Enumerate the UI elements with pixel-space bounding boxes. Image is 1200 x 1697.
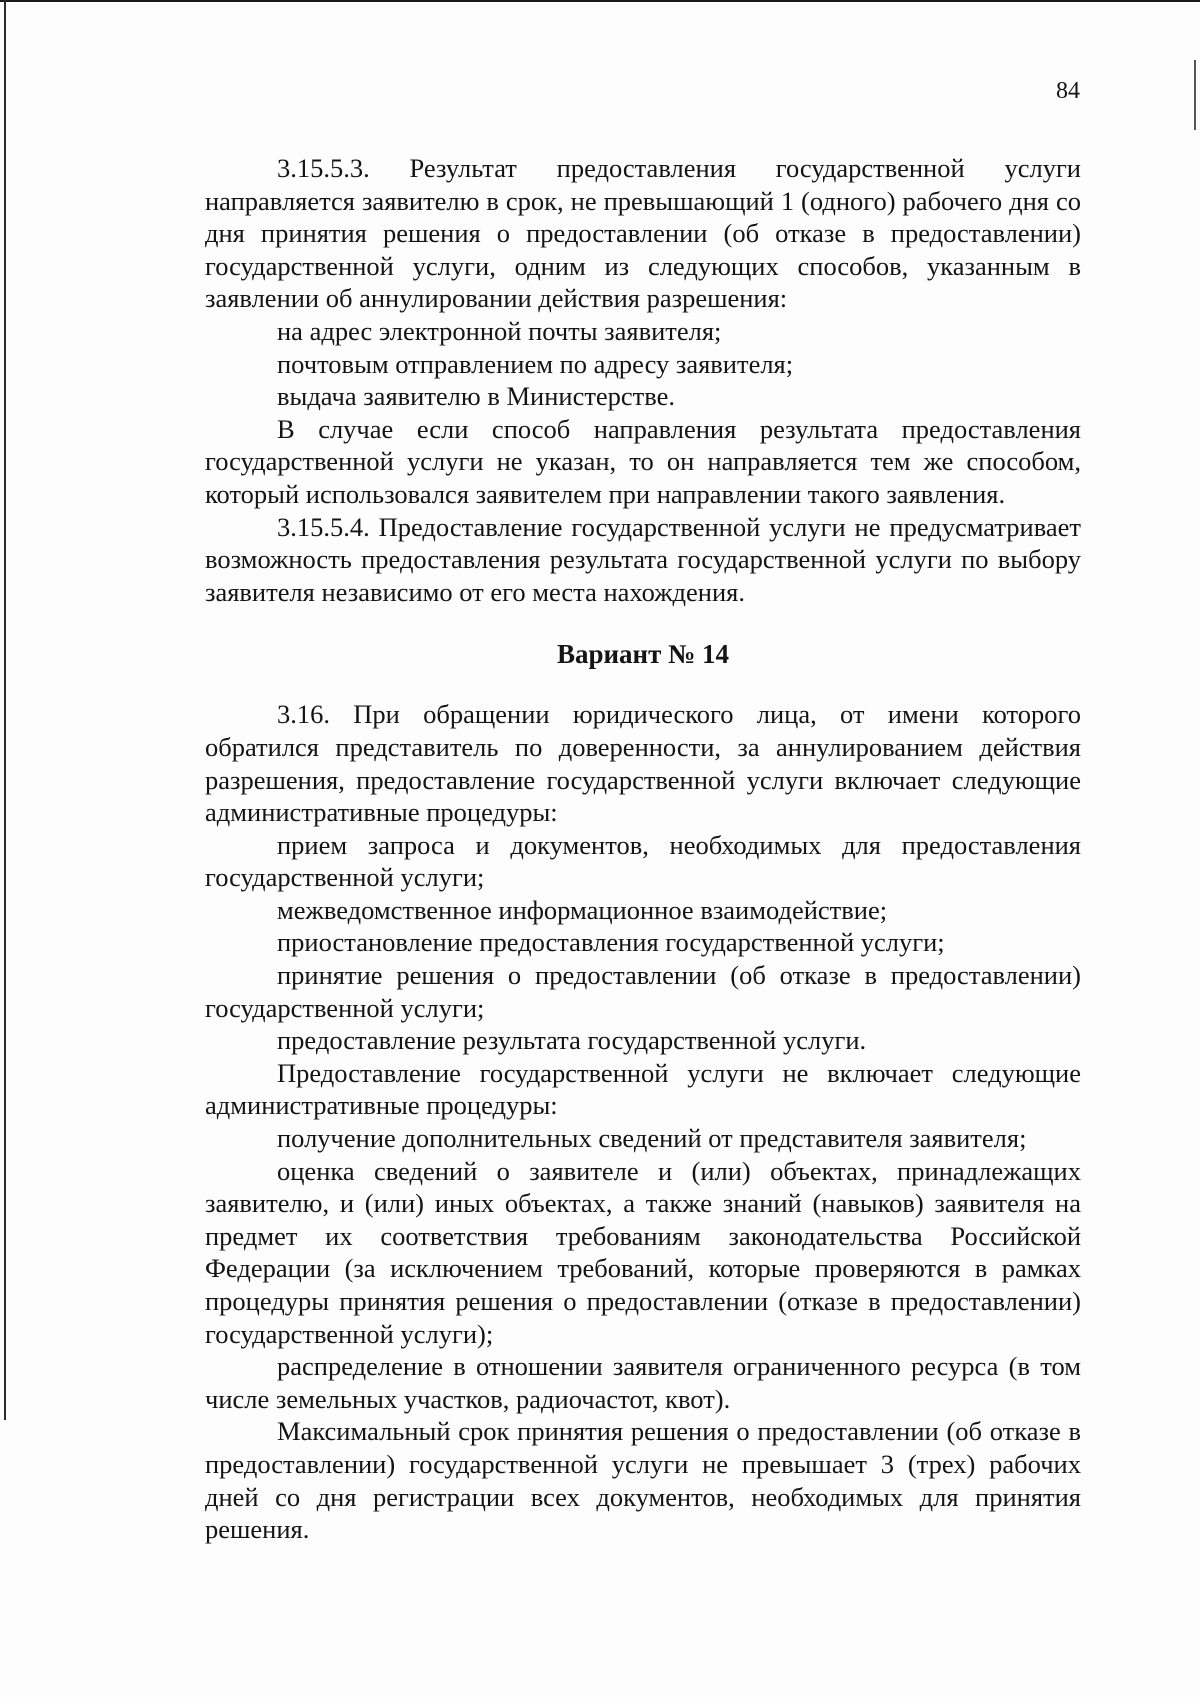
document-body bbox=[205, 152, 1081, 1546]
page-number: 84 bbox=[1056, 78, 1080, 104]
list-item-suspension: приостановление предоставления государственной услуги; bbox=[277, 927, 945, 958]
scan-edge-right bbox=[1194, 60, 1196, 130]
list-item-request-intake: прием запроса и документов, необходимых для предоставления государственной услуги; bbox=[205, 829, 1081, 893]
list-item-post: почтовым отправлением по адресу заявителя; bbox=[277, 348, 794, 379]
list-item-ministry: выдача заявителю в Министерстве. bbox=[277, 381, 676, 412]
list-item-result: предоставление результата государственной услуги. bbox=[277, 1025, 867, 1056]
section-title: Вариант № 14 bbox=[556, 639, 730, 670]
scan-edge-top bbox=[0, 0, 1200, 2]
paragraph-max-term: Максимальный срок принятия решения о предоставлении (об отказе в предоставлении) государственной услуги не превышает 3 (трех) рабочих дней со дня регистрации всех документов, необходимых для принятия решения. bbox=[205, 1416, 1081, 1545]
scan-edge-left bbox=[4, 0, 6, 1420]
list-item-assessment: оценка сведений о заявителе и (или) объектах, принадлежащих заявителю, и (или) иных объектах, а также знаний (навыков) заявителя на предмет их соответствия требованиям законодательства Российской Федерации (за исключением требований, которые проверяются в рамках процедуры принятия решения о предоставлении (отказе в предоставлении) государственной услуги); bbox=[205, 1155, 1081, 1349]
list-item-decision: принятие решения о предоставлении (об отказе в предоставлении) государственной услуги; bbox=[205, 960, 1081, 1023]
list-item-resource-distribution: распределение в отношении заявителя ограниченного ресурса (в том числе земельных участков, радиочастот, квот). bbox=[205, 1351, 1081, 1414]
paragraph-3-16: 3.16. При обращении юридического лица, от имени которого обратился представитель по доверенности, за аннулированием действия разрешения, предоставление государственной услуги включает следующие административные процедуры: bbox=[205, 699, 1081, 828]
paragraph-excluded-procedures: Предоставление государственной услуги не включает следующие административные процедуры: bbox=[205, 1057, 1081, 1121]
paragraph-3-15-5-3: 3.15.5.3. Результат предоставления государственной услуги направляется заявителю в срок, не превышающий 1 (одного) рабочего дня со дня принятия решения о предоставлении (об отказе в предоставлении) государственной услуги, одним из следующих способов, указанным в заявлении об аннулировании действия разрешения: bbox=[205, 153, 1081, 314]
list-item-email: на адрес электронной почты заявителя; bbox=[277, 315, 722, 346]
list-item-additional-info: получение дополнительных сведений от представителя заявителя; bbox=[277, 1123, 1027, 1154]
paragraph-3-15-5-4: 3.15.5.4. Предоставление государственной услуги не предусматривает возможность предоставления результата государственной услуги по выбору заявителя независимо от его места нахождения. bbox=[205, 511, 1081, 607]
paragraph-default-method: В случае если способ направления результата предоставления государственной услуги не указан, то он направляется тем же способом, который использовался заявителем при направлении такого заявления. bbox=[205, 413, 1081, 509]
list-item-interagency: межведомственное информационное взаимодействие; bbox=[277, 894, 888, 925]
